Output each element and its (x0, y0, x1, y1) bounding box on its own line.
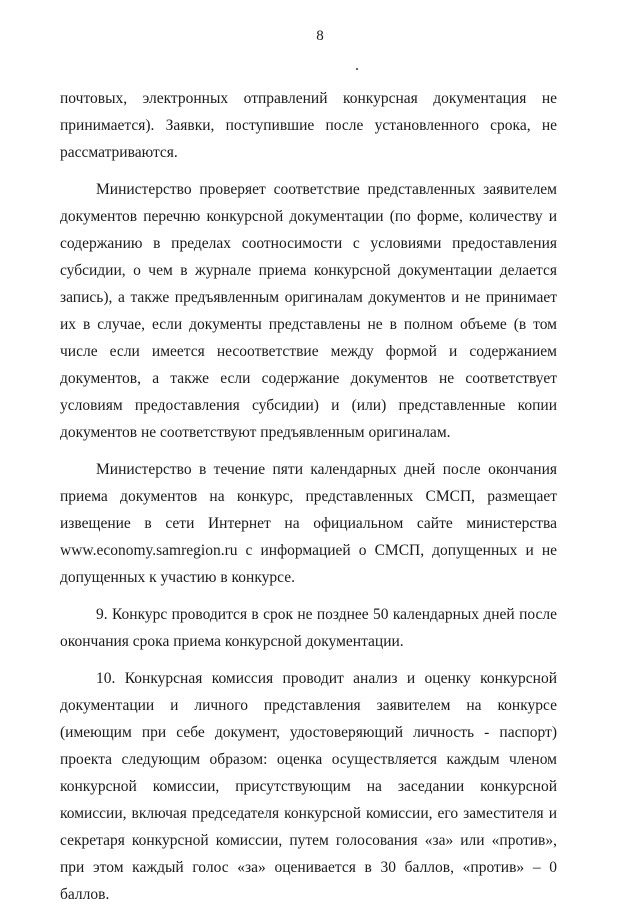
page-number: 8 (316, 28, 324, 44)
paragraph-continuation: почтовых, электронных отправлений конкурсная документация не принимается). Заявки, поступившие после установленного срока, не рассматриваются. (60, 90, 557, 161)
document-body (60, 85, 557, 918)
paragraph-item-10: 10. Конкурсная комиссия проводит анализ и оценку конкурсной документации и личного представления заявителем на конкурсе (имеющим при себе документ, удостоверяющий личность - паспорт) проекта следующим образом: оценка осуществляется каждым членом конкурсной комиссии, присутствующим на заседании конкурсной комиссии, включая председателя конкурсной комиссии, его заместителя и секретаря конкурсной комиссии, путем голосования «за» или «против», при этом каждый голос «за» оценивается в 30 баллов, «против» – 0 баллов. (60, 670, 557, 903)
paragraph-ministry-notice: Министерство в течение пяти календарных дней после окончания приема документов на конкурс, представленных СМСП, размещает извещение в сети Интернет на официальном сайте министерства www.economy.samregion.ru с информацией о СМСП, допущенных и не допущенных к участию в конкурсе. (60, 461, 557, 586)
paragraph-ministry-check: Министерство проверяет соответствие представленных заявителем документов перечню конкурсной документации (по форме, количеству и содержанию в пределах соотносимости с условиями предоставления субсидии, о чем в журнале приема конкурсной документации делается запись), а также предъявленным оригиналам документов и не принимает их в случае, если документы представлены не в полном объеме (в том числе если имеется несоответствие между формой и содержанием документов, а также если содержание документов не соответствует условиям предоставления субсидии) и (или) представленные копии документов не соответствуют предъявленным оригиналам. (60, 181, 557, 441)
scan-speck (356, 68, 358, 70)
paragraph-item-9: 9. Конкурс проводится в срок не позднее 50 календарных дней после окончания срока приема конкурсной документации. (60, 606, 557, 650)
